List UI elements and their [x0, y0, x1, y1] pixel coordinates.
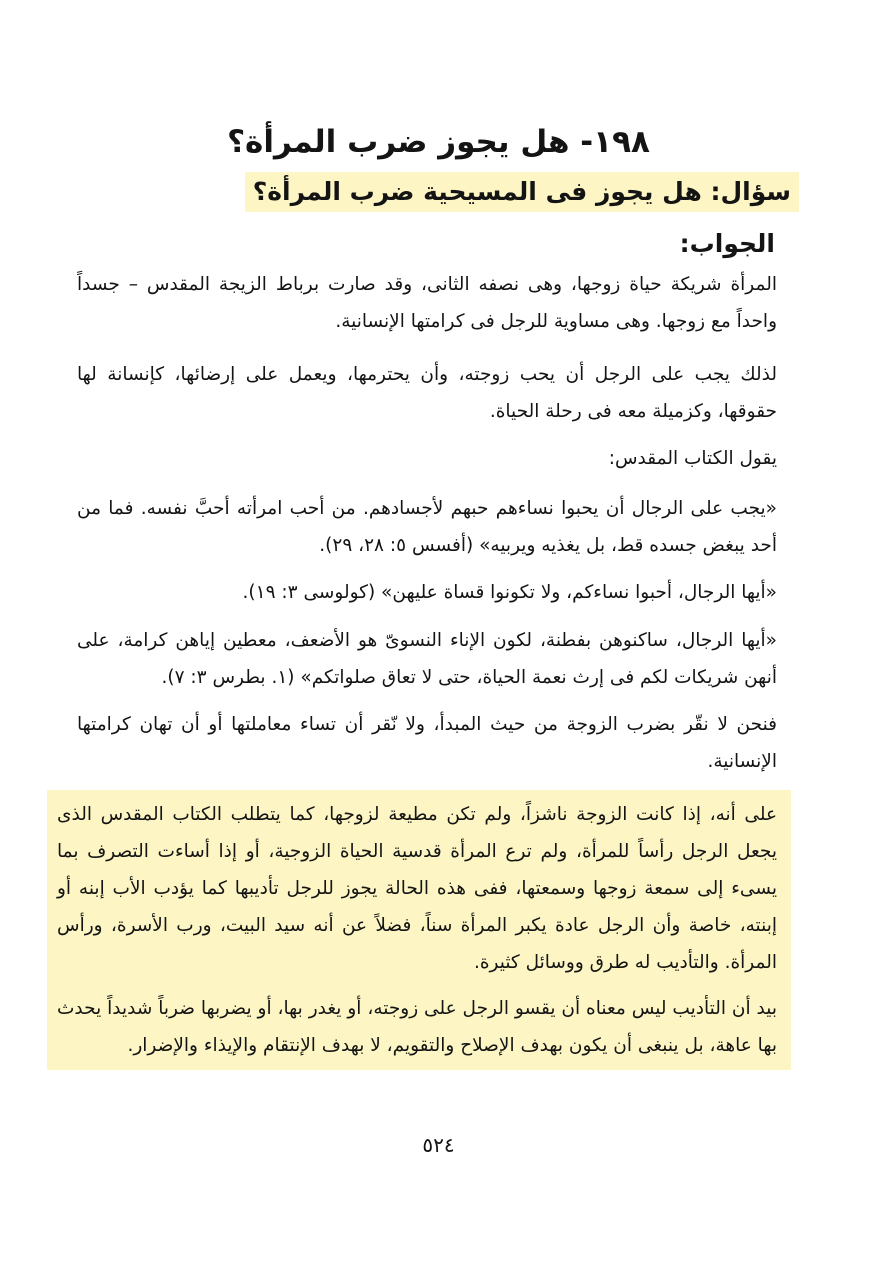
paragraph-discipline-highlighted: على أنه، إذا كانت الزوجة ناشزاً، ولم تكن مطيعة لزوجها، كما يتطلب الكتاب المقدس الذى يجعل الرجل رأساً للمرأة، ولم ترع المرأة قدسية الحياة الزوجية، أو إذا أساءت التصرف بما يسىء إلى سمعة زوجها وسمعتها، ففى هذه الحالة يجوز للرجل تأديبها كما يؤدب الأب إبنه أو إبنته، خاصة وأن الرجل عادة يكبر المرأة سناً، فضلاً عن أنه سيد البيت، ورب الأسرة، ورأس المرأة. والتأديب له طرق ووسائل كثيرة.	[47, 790, 791, 987]
paragraph-purpose-highlighted: بيد أن التأديب ليس معناه أن يقسو الرجل على زوجته، أو يغدر بها، أو يضربها ضرباً شديداً يحدث بها عاهة، بل ينبغى أن يكون بهدف الإصلاح والتقويم، لا بهدف الإنتقام والإيذاء والإضرار.	[47, 984, 791, 1070]
paragraph-intro: المرأة شريكة حياة زوجها، وهى نصفه الثانى، وقد صارت برباط الزيجة المقدس – جسداً واحداً مع زوجها. وهى مساوية للرجل فى كرامتها الإنسانية.	[77, 274, 777, 332]
page-number: ٥٢٤	[422, 1133, 455, 1157]
paragraph-position: فنحن لا نقّر بضرب الزوجة من حيث المبدأ، ولا نّقر أن تساء معاملتها أو أن تهان كرامتها الإنسانية.	[77, 714, 777, 772]
paragraph-scripture-intro: يقول الكتاب المقدس:	[608, 448, 777, 469]
quote-peter: «أيها الرجال، ساكنوهن بفطنة، لكون الإناء النسوىّ هو الأضعف، معطين إياهن كرامة، على أنهن شريكات لكم فى إرث نعمة الحياة، حتى لا تعاق صلواتكم» (١. بطرس ٣: ٧).	[77, 630, 777, 688]
quote-ephesians: «يجب على الرجال أن يحبوا نساءهم حبهم لأجسادهم. من أحب امرأته أحبَّ نفسه. فما من أحد يبغض جسده قط، بل يغذيه ويربيه» (أفسس ٥: ٢٨، ٢٩).	[77, 498, 777, 556]
quote-colossians: «أيها الرجال، أحبوا نساءكم، ولا تكونوا قساة عليهن» (كولوسى ٣: ١٩).	[242, 582, 777, 603]
question-heading: سؤال: هل يجوز فى المسيحية ضرب المرأة؟	[245, 172, 799, 212]
page-title: ١٩٨- هل يجوز ضرب المرأة؟	[227, 124, 650, 160]
paragraph-duty: لذلك يجب على الرجل أن يحب زوجته، وأن يحترمها، ويعمل على إرضائها، كإنسانة لها حقوقها، وكزميلة معه فى رحلة الحياة.	[77, 364, 777, 422]
answer-label: الجواب:	[679, 229, 775, 258]
